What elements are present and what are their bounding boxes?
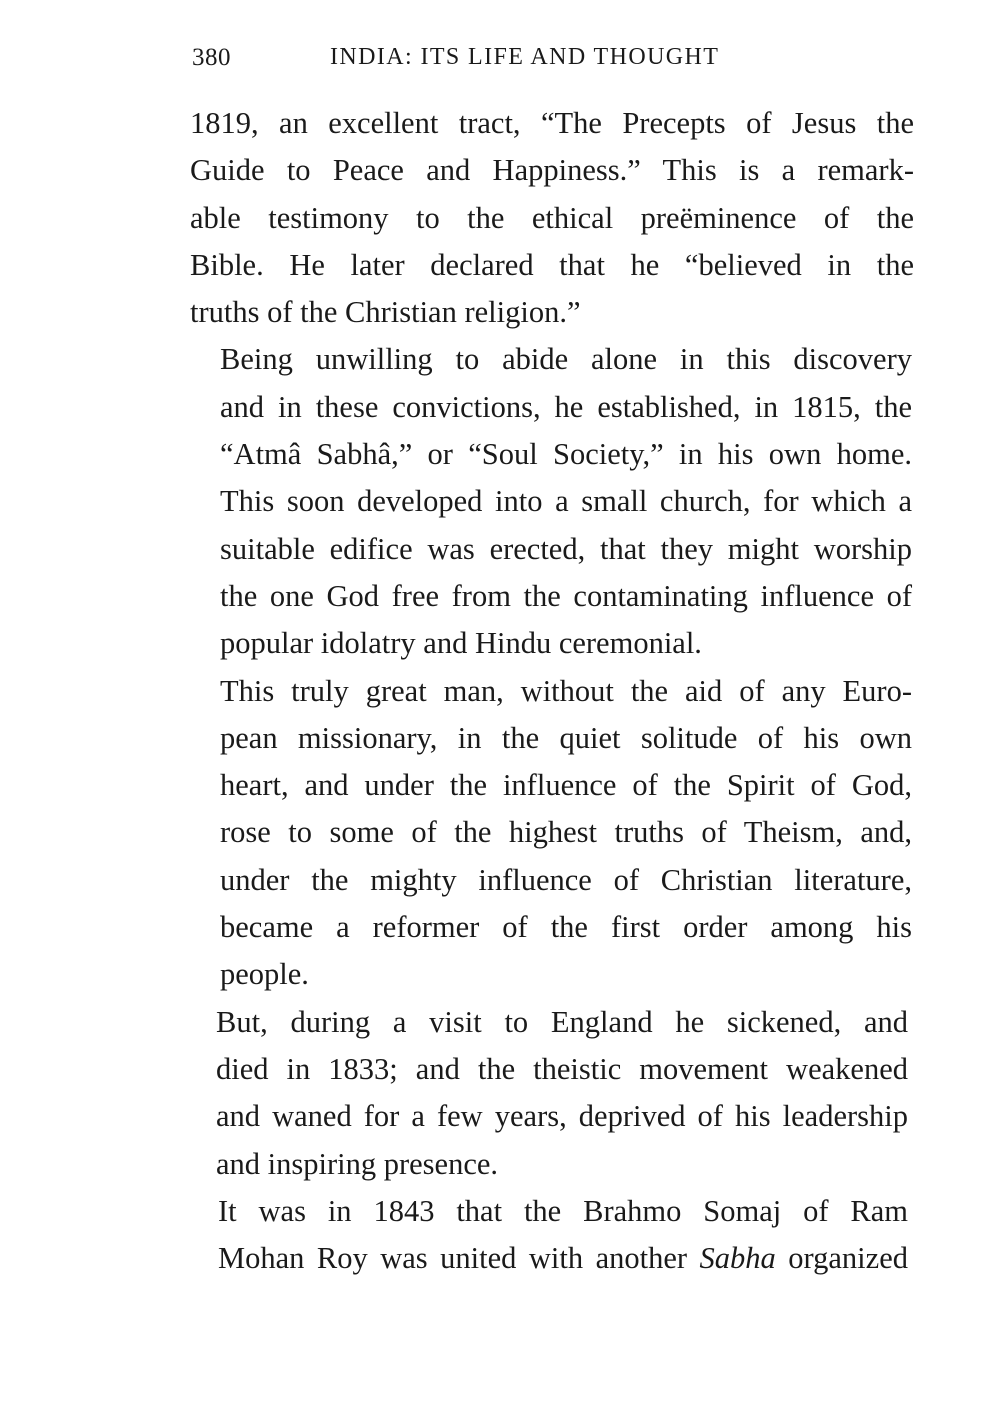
- text-line: and in these convictions, he established, in 1815, the: [220, 389, 912, 424]
- paragraph-3: [186, 668, 912, 999]
- italic-word: Sabha: [699, 1241, 776, 1276]
- text-line-end: organized: [775, 1241, 908, 1276]
- text-line: truths of the Christian religion.”: [190, 295, 581, 330]
- paragraph-1: [190, 100, 914, 336]
- text-line: under the mighty influence of Christian literature,: [220, 862, 912, 897]
- text-line: died in 1833; and the theistic movement weakened: [216, 1051, 908, 1086]
- text-line: became a reformer of the first order among his: [220, 910, 912, 945]
- text-line: This soon developed into a small church, for which a: [220, 484, 912, 519]
- text-line: people.: [220, 957, 309, 992]
- text-line: able testimony to the ethical preëminence of the: [190, 200, 914, 235]
- text-line: suitable edifice was erected, that they might worship: [220, 531, 912, 566]
- page-number: 380: [192, 44, 231, 71]
- text-line: Being unwilling to abide alone in this discovery: [220, 342, 912, 377]
- text-line: This truly great man, without the aid of any Euro-: [220, 673, 912, 708]
- text-line: rose to some of the highest truths of Theism, and,: [220, 815, 912, 850]
- text-line: [184, 1235, 908, 1282]
- text-line: Guide to Peace and Happiness.” This is a remark-: [190, 153, 914, 188]
- text-line-start: Mohan Roy was united with another: [218, 1241, 700, 1276]
- text-line: heart, and under the influence of the Spirit of God,: [220, 768, 912, 803]
- text-line: popular idolatry and Hindu ceremonial.: [220, 626, 702, 661]
- text-line: “Atmâ Sabhâ,” or “Soul Society,” in his own home.: [220, 437, 912, 472]
- text-line: Bible. He later declared that he “believed in the: [190, 247, 914, 282]
- text-line: But, during a visit to England he sickened, and: [216, 1004, 908, 1039]
- paragraph-5: [184, 1188, 908, 1283]
- running-title: INDIA: ITS LIFE AND THOUGHT: [330, 44, 720, 70]
- paragraph-4: [182, 999, 908, 1188]
- text-line: and inspiring presence.: [216, 1146, 499, 1181]
- text-line: pean missionary, in the quiet solitude of his own: [220, 720, 912, 755]
- paragraph-2: [186, 336, 912, 667]
- text-line: the one God free from the contaminating influence of: [220, 578, 912, 613]
- running-head: [0, 38, 1000, 78]
- text-line: and waned for a few years, deprived of his leadership: [216, 1099, 908, 1134]
- text-line: 1819, an excellent tract, “The Precepts of Jesus the: [190, 106, 914, 140]
- body-text: [184, 100, 912, 1282]
- text-line: It was in 1843 that the Brahmo Somaj of Ram: [218, 1193, 908, 1228]
